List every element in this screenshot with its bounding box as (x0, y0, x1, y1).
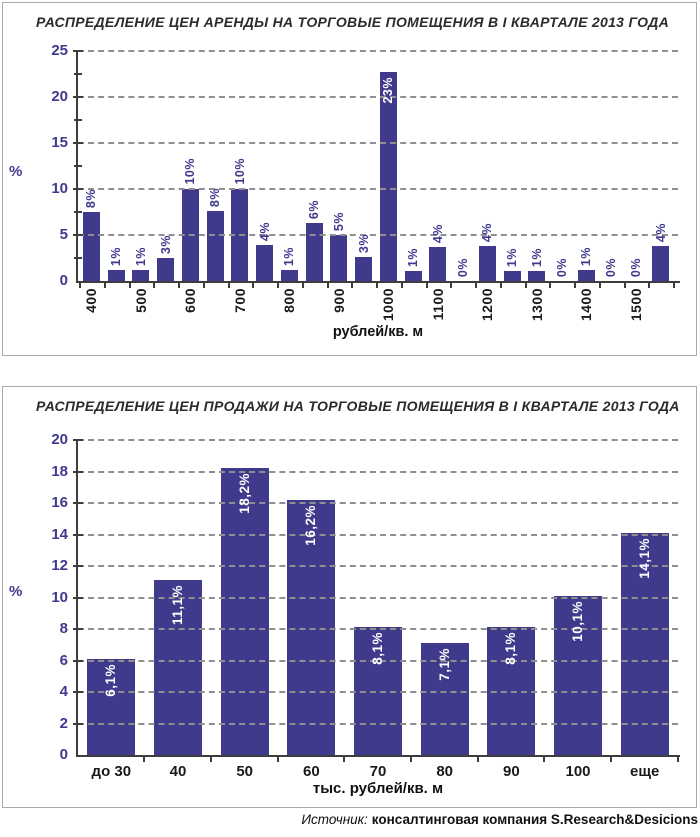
x-axis-tick (610, 757, 612, 762)
x-tick-label: 1300 (528, 288, 545, 322)
x-axis-tick (574, 283, 576, 288)
x-axis-tick (343, 757, 345, 762)
bar-value-label: 3% (356, 234, 371, 254)
bar-value-label: 4% (257, 222, 272, 242)
y-tick-label: 4 (59, 683, 68, 700)
x-tick-label: 100 (565, 763, 591, 780)
x-axis-tick (210, 757, 212, 762)
y-axis-minor-tick (74, 73, 82, 75)
x-axis-tick (673, 283, 675, 288)
x-axis-tick (203, 283, 205, 288)
source-note (0, 812, 698, 827)
y-axis-minor-tick (74, 165, 82, 167)
bar-value-label: 1% (529, 247, 544, 267)
bar-value-label: 1% (133, 246, 148, 266)
x-tick-label: 1400 (578, 288, 595, 322)
x-tick-label: 80 (436, 763, 454, 780)
bar-value-label: 1% (406, 247, 421, 267)
x-tick-label: 1500 (627, 288, 644, 322)
bar-value-label: 4% (430, 223, 445, 243)
x-axis-tick (475, 283, 477, 288)
bar-value-label: 0% (554, 257, 569, 277)
x-axis-tick (252, 283, 254, 288)
x-axis-tick (648, 283, 650, 288)
bar (578, 270, 595, 281)
x-tick-label: 800 (281, 288, 298, 313)
source-company: консалтинговая компания S.Research&Desicions (371, 812, 698, 827)
bar-value-label: 1% (282, 246, 297, 266)
x-tick-label: 900 (330, 288, 347, 313)
x-axis-tick (153, 283, 155, 288)
bar-value-label: 18,2% (236, 473, 252, 515)
chart-title: РАСПРЕДЕЛЕНИЕ ЦЕН ПРОДАЖИ НА ТОРГОВЫЕ ПОМЕЩЕНИЯ В I КВАРТАЛЕ 2013 ГОДА (36, 398, 680, 414)
gridline (78, 723, 678, 725)
bar-value-label: 7,1% (436, 648, 452, 681)
y-axis-label: % (9, 163, 23, 180)
x-tick-label: 70 (369, 763, 387, 780)
bar (256, 245, 273, 281)
rent-price-chart (2, 2, 697, 356)
x-tick-label: 500 (132, 288, 149, 313)
bar-value-label: 10% (183, 158, 198, 185)
x-tick-label: 1100 (429, 288, 446, 321)
bar (429, 247, 446, 281)
bar-value-label: 3% (158, 234, 173, 254)
x-axis-tick (525, 283, 527, 288)
x-axis-tick (376, 283, 378, 288)
x-axis-tick (624, 283, 626, 288)
x-tick-label: 60 (302, 763, 320, 780)
gridline (78, 96, 678, 98)
x-axis-tick (104, 283, 106, 288)
y-axis-tick (73, 534, 83, 536)
x-axis-tick (277, 757, 279, 762)
y-tick-label: 20 (51, 88, 68, 105)
y-tick-label: 10 (51, 588, 68, 606)
y-tick-label: 15 (51, 134, 68, 151)
y-tick-label: 10 (51, 180, 68, 197)
y-axis-minor-tick (74, 257, 82, 259)
bar-value-label: 4% (653, 222, 668, 242)
gridline (78, 691, 678, 693)
y-axis-minor-tick (74, 119, 82, 121)
x-axis-tick (401, 283, 403, 288)
y-tick-label: 16 (51, 494, 68, 511)
gridline (78, 142, 678, 144)
gridline (78, 471, 678, 473)
gridline (78, 502, 678, 504)
bar-value-label: 8% (84, 188, 99, 208)
bar (405, 271, 422, 281)
bar-value-label: 10% (232, 158, 247, 185)
x-axis-tick (500, 283, 502, 288)
bar (83, 212, 100, 281)
y-axis-tick (73, 502, 83, 504)
bar-value-label: 11,1% (169, 585, 185, 626)
bar-value-label: 4% (480, 222, 495, 242)
y-axis-tick (73, 723, 83, 725)
bar (132, 270, 149, 281)
x-axis-tick (426, 283, 428, 288)
x-axis-tick (129, 283, 131, 288)
bar-value-label: 5% (331, 211, 346, 231)
y-axis-tick (73, 439, 83, 441)
y-axis-tick (73, 660, 83, 662)
y-tick-label: 5 (59, 226, 68, 243)
bar-value-label: 8,1% (503, 632, 519, 666)
x-axis-tick (351, 283, 353, 288)
y-tick-label: 12 (51, 557, 68, 574)
y-tick-label: 20 (51, 431, 68, 448)
plot-area (51, 431, 678, 780)
y-axis-tick (73, 597, 83, 599)
x-axis-tick (477, 757, 479, 762)
bar-value-label: 16,2% (303, 504, 319, 546)
x-axis-tick (599, 283, 601, 288)
bar-value-label: 10,1% (569, 600, 585, 642)
x-tick-label: 50 (236, 763, 253, 780)
sale-price-chart (2, 386, 697, 808)
bar-value-label: 6% (307, 199, 322, 219)
bar (528, 271, 545, 281)
y-axis-tick (73, 96, 83, 98)
x-axis-tick (277, 283, 279, 288)
bar (479, 246, 496, 281)
bar (306, 223, 323, 281)
gridline (78, 188, 678, 190)
x-tick-label: 1000 (380, 288, 397, 322)
y-tick-label: 0 (59, 746, 68, 763)
bar-value-label: 1% (505, 247, 520, 267)
bar-value-label: 8,1% (369, 632, 385, 666)
x-axis-tick (549, 283, 551, 288)
x-tick-label: 90 (503, 763, 520, 780)
chart-title: РАСПРЕДЕЛЕНИЕ ЦЕН АРЕНДЫ НА ТОРГОВЫЕ ПОМЕЩЕНИЯ В I КВАРТАЛЕ 2013 ГОДА (36, 14, 669, 30)
y-axis-label: % (9, 583, 23, 600)
y-axis-tick (73, 234, 83, 236)
bar (108, 270, 125, 281)
gridline (78, 50, 678, 52)
bar (330, 235, 347, 281)
y-axis-tick (73, 691, 83, 693)
source-prefix: Источник: (301, 812, 368, 827)
x-tick-label: 40 (169, 763, 187, 780)
x-axis-tick (677, 757, 679, 762)
bar (504, 271, 521, 281)
x-axis-tick (327, 283, 329, 288)
gridline (78, 597, 678, 599)
y-axis-minor-tick (74, 211, 82, 213)
y-axis-tick (73, 50, 83, 52)
x-axis-tick (178, 283, 180, 288)
y-tick-label: 2 (59, 714, 68, 732)
y-axis-tick (73, 142, 83, 144)
bar-value-label: 0% (604, 257, 619, 277)
y-axis-tick (73, 565, 83, 567)
y-tick-label: 25 (51, 42, 68, 59)
x-axis-tick (302, 283, 304, 288)
x-axis-tick (79, 283, 81, 288)
y-axis-tick (73, 471, 83, 473)
x-tick-label: до 30 (91, 763, 132, 780)
bar-value-label: 1% (109, 246, 124, 266)
x-axis-title: рублей/кв. м (332, 324, 424, 340)
x-tick-label: 1200 (479, 288, 496, 322)
y-tick-label: 8 (59, 620, 68, 637)
bar (281, 270, 298, 281)
x-tick-label: 400 (83, 288, 100, 313)
bar-value-label: 23% (381, 77, 396, 104)
bar (355, 257, 372, 281)
x-axis-tick (143, 757, 145, 762)
gridline (78, 628, 678, 630)
y-tick-label: 18 (51, 462, 68, 480)
x-axis-tick (228, 283, 230, 288)
bar-value-label: 1% (579, 246, 594, 266)
y-axis-tick (73, 188, 83, 190)
x-tick-label: 600 (182, 288, 199, 313)
bar-value-label: 0% (628, 257, 643, 277)
gridline (78, 439, 678, 441)
x-tick-label: еще (630, 763, 660, 780)
bar (207, 211, 224, 281)
plot-area (51, 42, 678, 322)
bar-value-label: 0% (455, 257, 470, 277)
y-tick-label: 0 (59, 272, 68, 289)
bar-value-label: 14,1% (636, 537, 652, 579)
x-axis-line (76, 281, 680, 283)
bar (652, 246, 669, 281)
gridline (78, 565, 678, 567)
x-tick-label: 700 (231, 288, 248, 313)
gridline (78, 534, 678, 536)
x-axis-tick (543, 757, 545, 762)
x-axis-tick (450, 283, 452, 288)
y-tick-label: 14 (51, 525, 68, 543)
x-axis-line (76, 755, 680, 757)
bar-value-label: 8% (208, 188, 223, 208)
bar (157, 258, 174, 281)
y-tick-label: 6 (59, 651, 68, 669)
y-axis-tick (73, 628, 83, 630)
x-axis-title: тыс. рублей/кв. м (312, 780, 444, 797)
x-axis-tick (410, 757, 412, 762)
bar-value-label: 6,1% (103, 663, 119, 697)
